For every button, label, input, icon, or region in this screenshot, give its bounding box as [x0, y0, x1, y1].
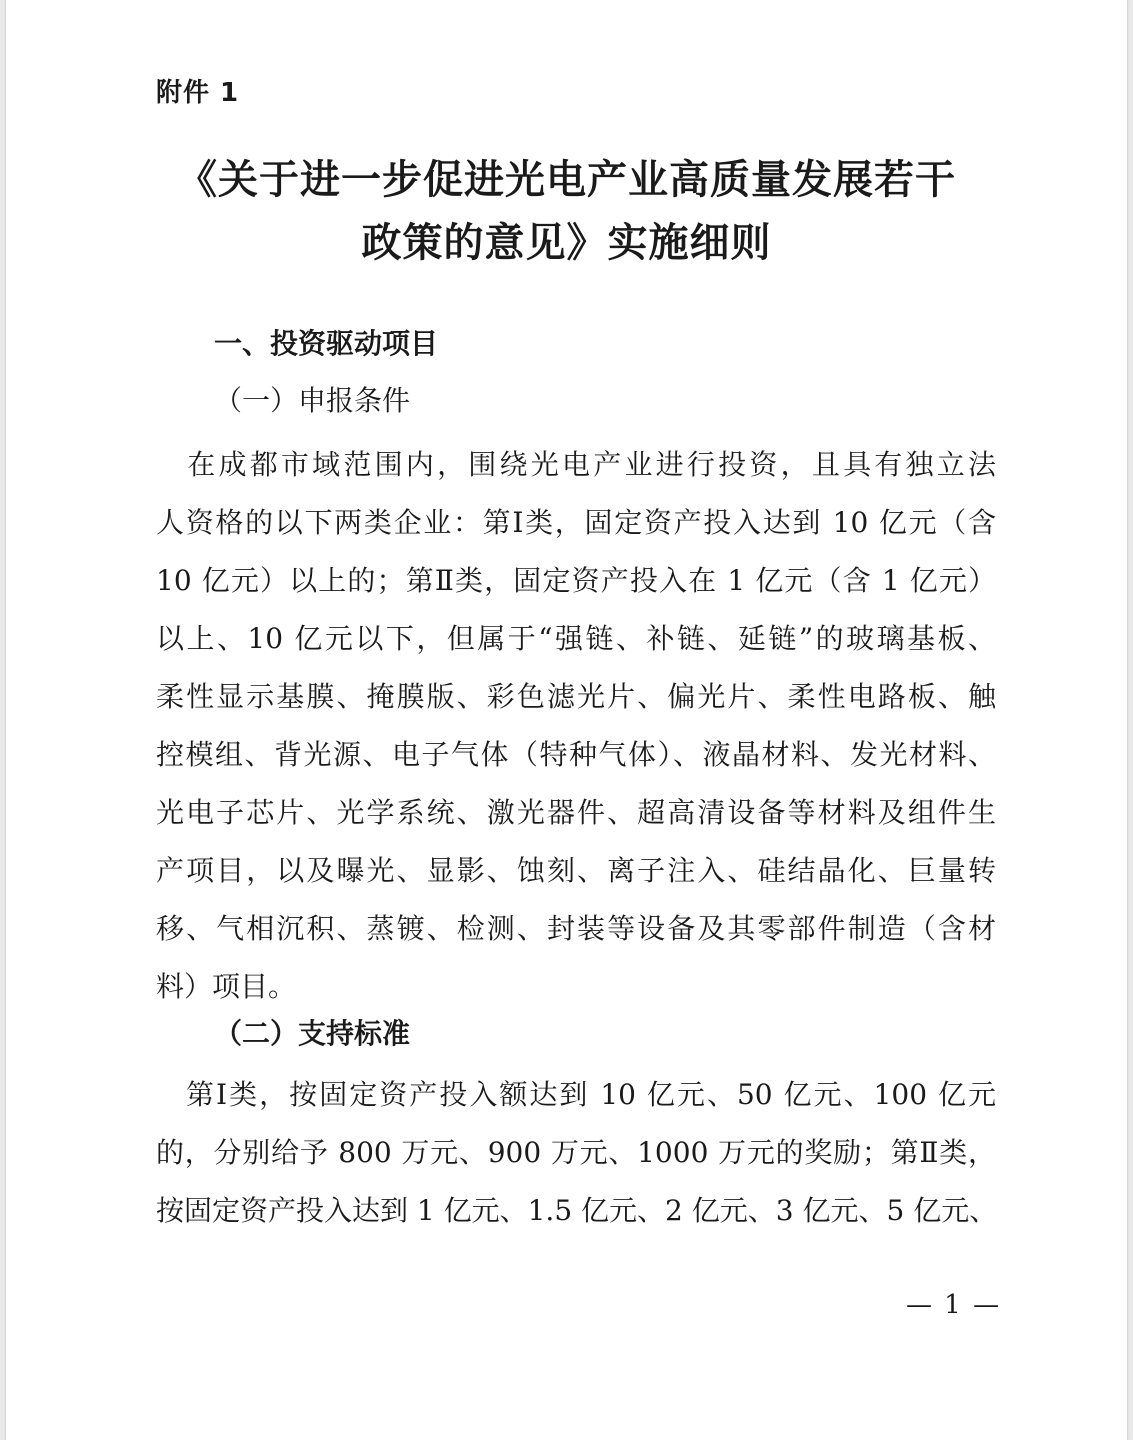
paragraph-line: 10 亿元）以上的；第Ⅱ类，固定资产投入在 1 亿元（含 1 亿元） [156, 564, 996, 597]
paragraph-conditions [156, 436, 996, 1016]
paragraph-line: 在成都市域范围内，围绕光电产业进行投资，且具有独立法 [156, 448, 996, 481]
paragraph-line: 控模组、背光源、电子气体（特种气体）、液晶材料、发光材料、 [156, 738, 996, 771]
subsection-heading-standards: （二）支持标准 [214, 1017, 411, 1050]
paragraph-line: 按固定资产投入达到 1 亿元、1.5 亿元、2 亿元、3 亿元、5 亿元、 [156, 1194, 998, 1227]
paragraph-standards [156, 1066, 996, 1240]
document-title-line-1: 《关于进一步促进光电产业高质量发展若干 [177, 156, 956, 203]
document-page [6, 0, 1127, 1440]
paragraph-line: 人资格的以下两类企业：第Ⅰ类，固定资产投入达到 10 亿元（含 [156, 506, 996, 539]
attachment-label: 附件 1 [156, 78, 240, 108]
document-title-line-2: 政策的意见》实施细则 [361, 219, 772, 266]
paragraph-line: 产项目，以及曝光、显影、蚀刻、离子注入、硅结晶化、巨量转 [156, 854, 996, 887]
subsection-heading-conditions: （一）申报条件 [214, 384, 411, 417]
paragraph-line: 的，分别给予 800 万元、900 万元、1000 万元的奖励；第Ⅱ类， [156, 1136, 996, 1169]
page-number: — 1 — [906, 1290, 1002, 1320]
paragraph-line: 光电子芯片、光学系统、激光器件、超高清设备等材料及组件生 [156, 796, 996, 829]
paragraph-line: 柔性显示基膜、掩膜版、彩色滤光片、偏光片、柔性电路板、触 [156, 680, 996, 713]
paragraph-line: 料）项目。 [156, 970, 297, 1003]
paragraph-line: 以上、10 亿元以下，但属于“强链、补链、延链”的玻璃基板、 [156, 622, 996, 655]
paragraph-line: 第Ⅰ类，按固定资产投入额达到 10 亿元、50 亿元、100 亿元 [156, 1078, 996, 1111]
section-heading: 一、投资驱动项目 [214, 327, 439, 360]
paragraph-line: 移、气相沉积、蒸镀、检测、封装等设备及其零部件制造（含材 [156, 912, 996, 945]
